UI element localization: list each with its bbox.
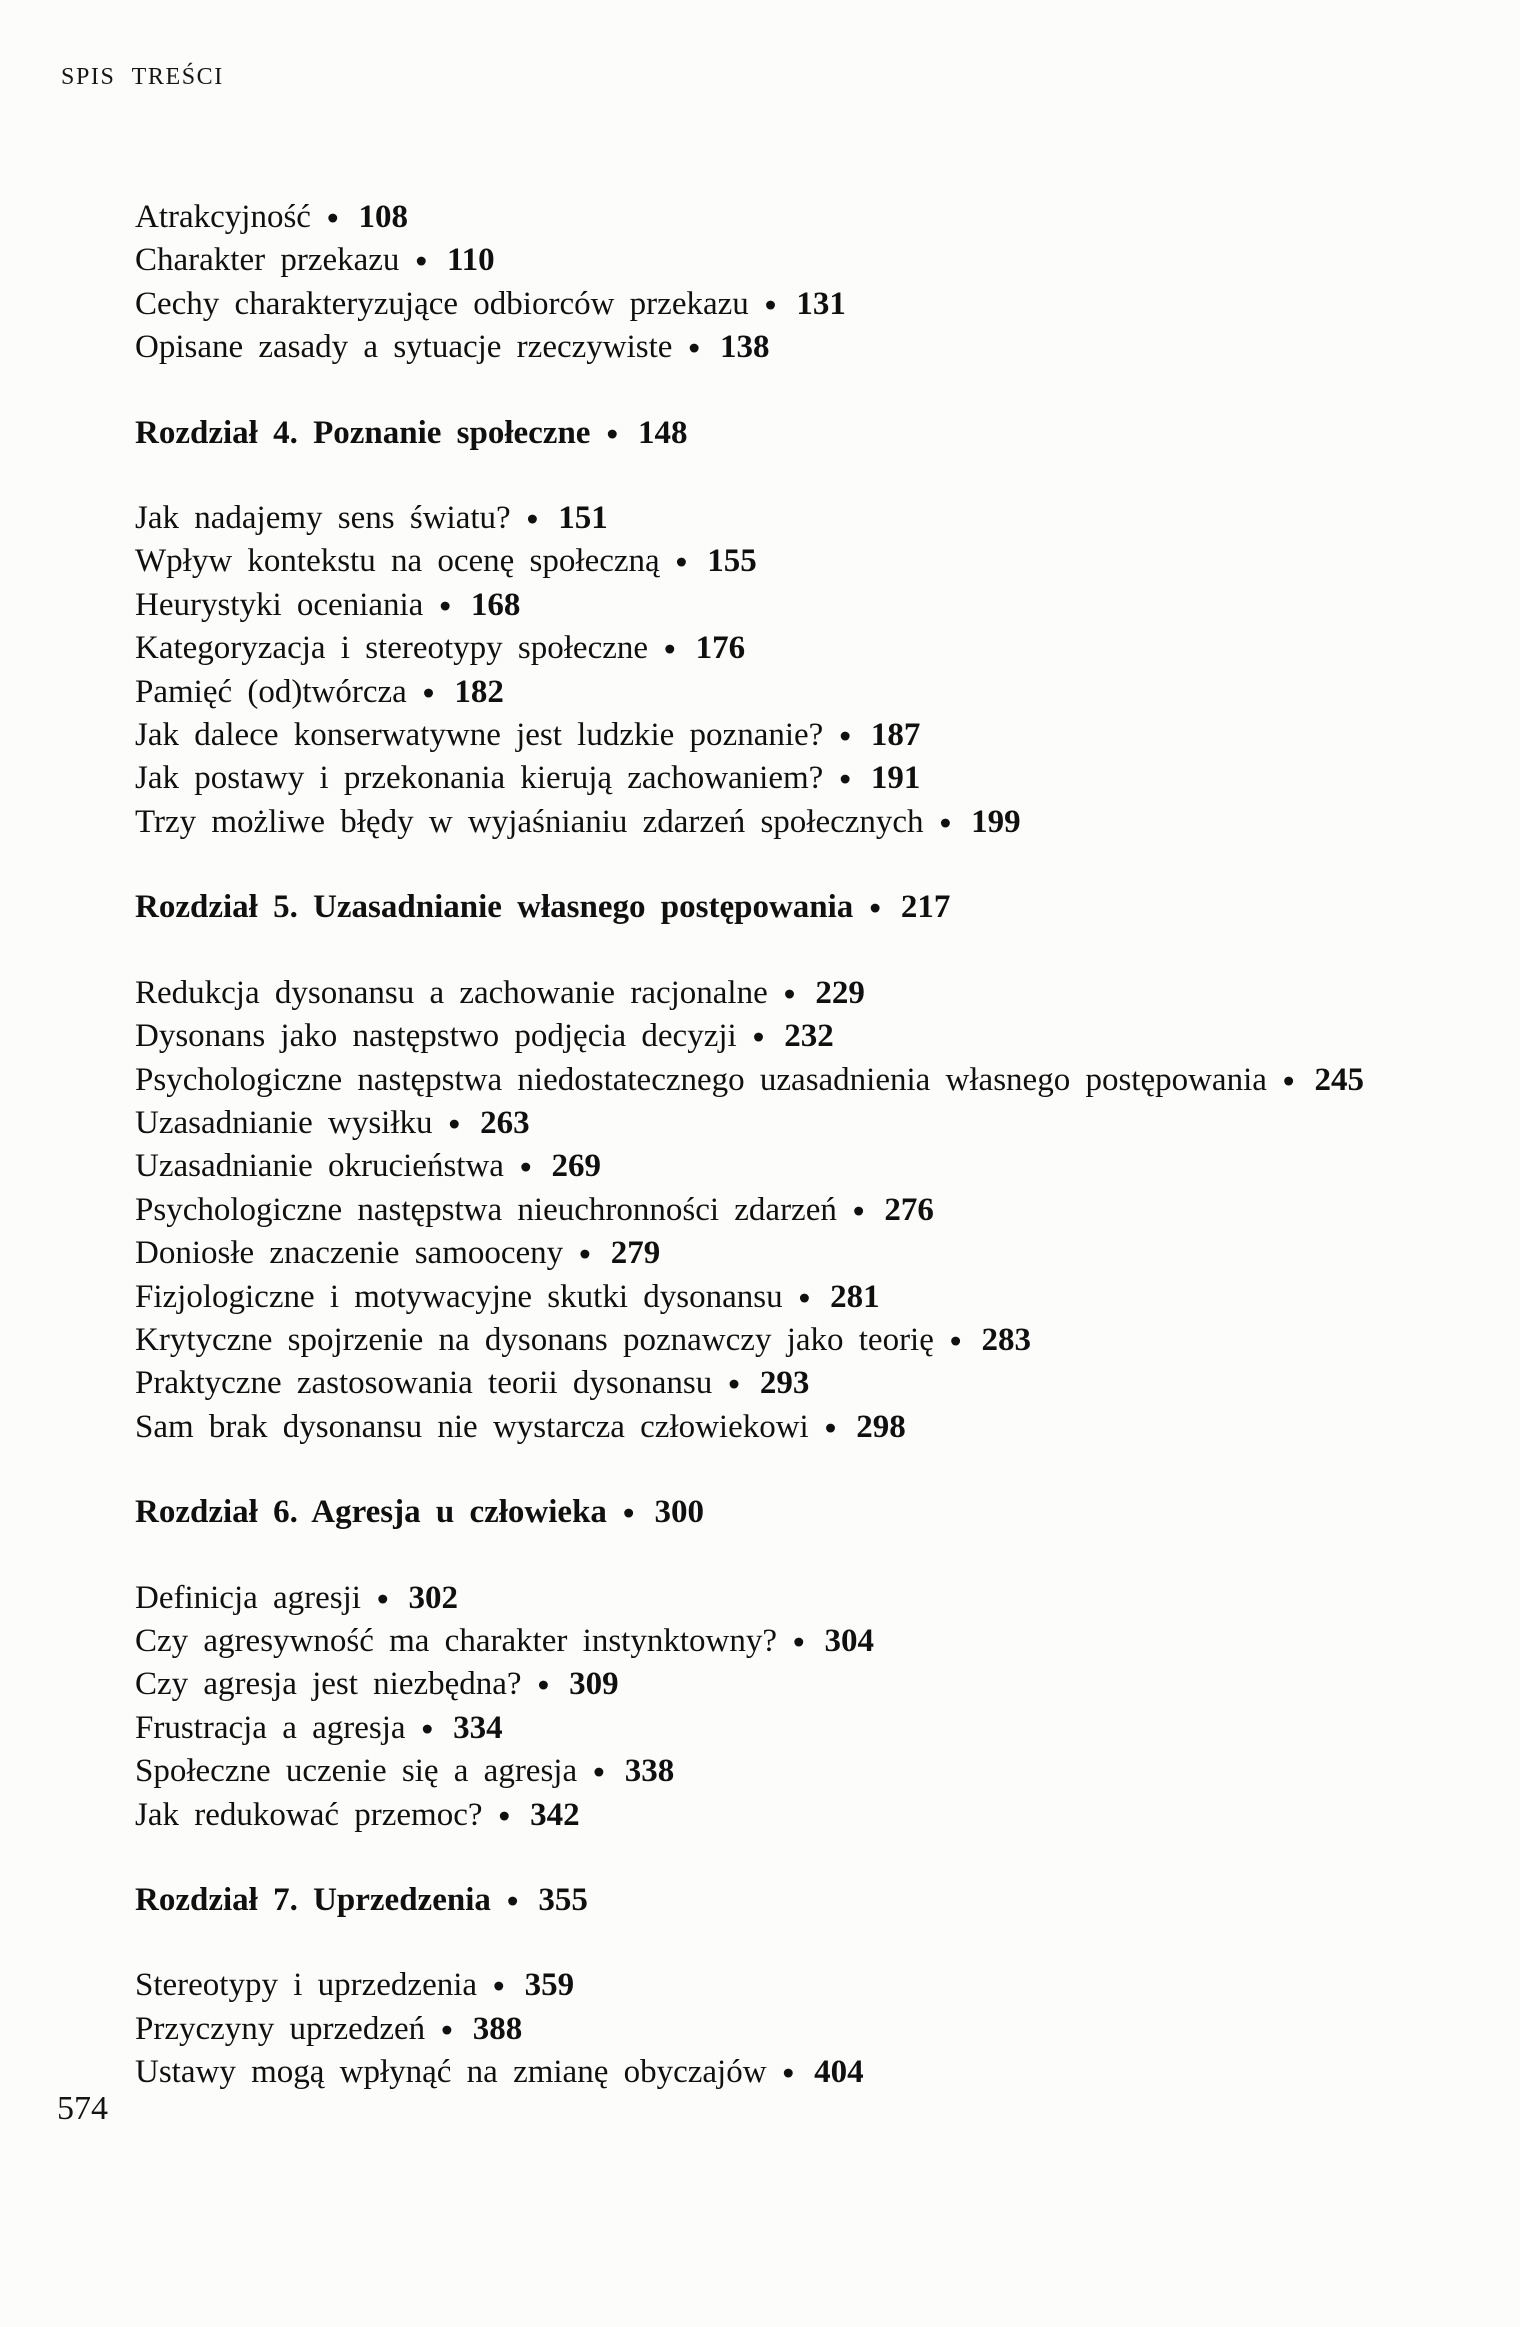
- toc-entry-page: 232: [784, 1018, 834, 1055]
- toc-entry: [135, 1964, 1491, 2007]
- toc-entry-title: Psychologiczne następstwa niedostatecznego uzasadnienia własnego postępowania: [135, 1061, 1267, 1098]
- toc-entry-page: 263: [480, 1104, 530, 1141]
- toc-entry: [135, 1707, 1491, 1750]
- toc-entry-page: 388: [472, 2010, 523, 2047]
- toc-entry-title: Kategoryzacja i stereotypy społeczne: [135, 630, 649, 667]
- toc-entry-title: Ustawy mogą wpłynąć na zmianę obyczajów: [135, 2054, 767, 2091]
- bullet-separator-icon: •: [869, 891, 881, 928]
- bullet-separator-icon: •: [839, 719, 851, 756]
- toc-entry-title: Pamięć (od)twórcza: [135, 673, 407, 710]
- toc-entry: [135, 714, 1491, 757]
- toc-entry: [135, 1794, 1491, 1837]
- bullet-separator-icon: •: [824, 1410, 837, 1447]
- toc-entry-page: 191: [870, 760, 921, 797]
- toc-entry: [135, 1362, 1491, 1405]
- bullet-separator-icon: •: [606, 416, 619, 453]
- bullet-separator-icon: •: [421, 1711, 434, 1748]
- chapter-heading: [135, 1879, 1491, 1922]
- toc-entry-title: Doniosłe znaczenie samooceny: [135, 1235, 564, 1272]
- toc-entry-page: 269: [551, 1148, 601, 1185]
- toc-entry-page: 138: [719, 329, 770, 366]
- toc-entry-title: Praktyczne zastosowania teorii dysonansu: [135, 1365, 713, 1402]
- toc-entry: [135, 283, 1491, 326]
- toc-entry: [135, 1620, 1491, 1663]
- toc-entry-page: 404: [814, 2054, 864, 2091]
- toc-entry: [135, 1102, 1491, 1145]
- bullet-separator-icon: •: [949, 1323, 962, 1360]
- bullet-separator-icon: •: [506, 1884, 519, 1920]
- bullet-separator-icon: •: [664, 632, 676, 669]
- toc-entry-title: Heurystyki oceniania: [135, 586, 424, 623]
- toc-entry-title: Uzasadnianie okrucieństwa: [135, 1148, 504, 1185]
- toc-entry-page: 168: [470, 586, 521, 623]
- chapter-heading: [135, 886, 1491, 929]
- bullet-separator-icon: •: [498, 1798, 511, 1835]
- bullet-separator-icon: •: [326, 201, 339, 237]
- toc-entry-page: 359: [524, 1967, 575, 2004]
- bullet-separator-icon: •: [593, 1755, 605, 1792]
- chapter-heading: [135, 412, 1491, 455]
- toc-entry-page: 309: [569, 1666, 619, 1703]
- toc-entry-title: Czy agresywność ma charakter instynktowny?: [135, 1622, 777, 1659]
- toc-entry-page: 338: [624, 1753, 675, 1790]
- toc-entry: [135, 801, 1491, 844]
- toc-entry: [135, 584, 1491, 627]
- bullet-separator-icon: •: [792, 1624, 805, 1661]
- toc-entry-page: 279: [610, 1235, 661, 1272]
- toc-entry-title: Cechy charakteryzujące odbiorców przekazu: [135, 285, 749, 322]
- toc-entry: [135, 1232, 1491, 1275]
- toc-entry-title: Krytyczne spojrzenie na dysonans poznawczy jako teorię: [135, 1321, 934, 1358]
- toc-entry-page: 304: [824, 1622, 875, 1659]
- toc-entry: [135, 326, 1491, 369]
- bullet-separator-icon: •: [939, 805, 952, 842]
- toc-entry-title: Jak postawy i przekonania kierują zachowaniem?: [135, 760, 824, 797]
- toc-entry: [135, 196, 1491, 239]
- bullet-separator-icon: •: [439, 588, 451, 625]
- bullet-separator-icon: •: [764, 287, 777, 324]
- bullet-separator-icon: •: [839, 762, 851, 799]
- bullet-separator-icon: •: [519, 1150, 532, 1187]
- toc-entry-page: 283: [981, 1321, 1031, 1358]
- toc-entry: [135, 1059, 1491, 1102]
- toc-entry-title: Jak dalece konserwatywne jest ludzkie poznanie?: [135, 717, 824, 754]
- toc-entry: [135, 2051, 1491, 2094]
- toc-entry-title: Jak redukować przemoc?: [135, 1796, 483, 1833]
- chapter-heading-title: Rozdział 6. Agresja u człowieka: [135, 1494, 607, 1531]
- chapter-heading-page: 217: [900, 889, 951, 926]
- toc-entry-title: Definicja agresji: [135, 1579, 361, 1616]
- toc-entry-page: 110: [447, 242, 495, 279]
- toc-entry-title: Dysonans jako następstwo podjęcia decyzji: [135, 1018, 737, 1055]
- toc-entry-page: 302: [408, 1579, 459, 1616]
- toc-entry-page: 131: [796, 285, 846, 322]
- toc-entry-title: Stereotypy i uprzedzenia: [135, 1967, 478, 2004]
- toc-entry: [135, 671, 1491, 714]
- toc-entry-page: 281: [830, 1278, 880, 1315]
- bullet-separator-icon: •: [622, 1496, 635, 1533]
- toc-entry-title: Opisane zasady a sytuacje rzeczywiste: [135, 329, 673, 366]
- bullet-separator-icon: •: [493, 1969, 505, 2006]
- toc-entry-title: Jak nadajemy sens światu?: [135, 500, 511, 537]
- toc-entry: [135, 1663, 1491, 1706]
- toc-entry-page: 298: [856, 1408, 906, 1445]
- margin-page-number: 574: [57, 2090, 108, 2127]
- bullet-separator-icon: •: [448, 1106, 461, 1143]
- toc-entry: [135, 540, 1491, 583]
- toc-entry: [135, 497, 1491, 540]
- toc-entry: [135, 627, 1491, 670]
- toc-entry-title: Psychologiczne następstwa nieuchronności zdarzeń: [135, 1191, 837, 1228]
- toc-list: [135, 196, 1491, 2095]
- toc-entry-page: 293: [759, 1365, 810, 1402]
- toc-entry-page: 342: [530, 1796, 580, 1833]
- chapter-heading-page: 300: [654, 1494, 704, 1531]
- toc-entry-title: Frustracja a agresja: [135, 1709, 406, 1746]
- bullet-separator-icon: •: [526, 502, 539, 539]
- bullet-separator-icon: •: [688, 331, 700, 368]
- toc-entry: [135, 1015, 1491, 1058]
- toc-entry-page: 108: [358, 199, 409, 235]
- page-header: SPIS TREŚCI: [61, 64, 224, 90]
- bullet-separator-icon: •: [579, 1237, 591, 1274]
- bullet-separator-icon: •: [422, 675, 435, 712]
- bullet-separator-icon: •: [415, 244, 427, 281]
- bullet-separator-icon: •: [852, 1193, 865, 1230]
- toc-entry-title: Sam brak dysonansu nie wystarcza człowiekowi: [135, 1408, 809, 1445]
- toc-entry-page: 199: [971, 803, 1021, 840]
- toc-entry-title: Fizjologiczne i motywacyjne skutki dysonansu: [135, 1278, 783, 1315]
- toc-entry-title: Atrakcyjność: [135, 199, 311, 235]
- toc-entry: [135, 1319, 1491, 1362]
- toc-entry-page: 229: [815, 974, 865, 1011]
- toc-entry: [135, 239, 1491, 282]
- toc-entry: [135, 1145, 1491, 1188]
- toc-entry-title: Wpływ kontekstu na ocenę społeczną: [135, 543, 660, 580]
- toc-entry: [135, 972, 1491, 1015]
- toc-entry: [135, 1577, 1491, 1620]
- bullet-separator-icon: •: [783, 976, 796, 1013]
- chapter-heading-title: Rozdział 5. Uzasadnianie własnego postępowania: [135, 889, 854, 926]
- bullet-separator-icon: •: [798, 1280, 811, 1317]
- toc-entry-title: Społeczne uczenie się a agresja: [135, 1753, 578, 1790]
- toc-entry-title: Uzasadnianie wysiłku: [135, 1104, 433, 1141]
- bullet-separator-icon: •: [675, 545, 688, 582]
- toc-entry-page: 245: [1314, 1061, 1364, 1098]
- toc-entry-title: Charakter przekazu: [135, 242, 400, 279]
- toc-entry-page: 334: [453, 1709, 503, 1746]
- bullet-separator-icon: •: [728, 1367, 740, 1404]
- toc-entry-page: 187: [870, 717, 921, 754]
- toc-entry: [135, 1276, 1491, 1319]
- toc-entry-page: 155: [707, 543, 757, 580]
- chapter-heading-page: 355: [538, 1882, 588, 1918]
- toc-entry-title: Czy agresja jest niezbędna?: [135, 1666, 522, 1703]
- toc-entry-title: Przyczyny uprzedzeń: [135, 2010, 426, 2047]
- toc-entry: [135, 1750, 1491, 1793]
- toc-entry-page: 151: [558, 500, 608, 537]
- chapter-heading: [135, 1491, 1491, 1534]
- toc-entry-page: 176: [695, 630, 746, 667]
- toc-entry: [135, 1406, 1491, 1449]
- bullet-separator-icon: •: [441, 2012, 453, 2049]
- toc-entry: [135, 757, 1491, 800]
- chapter-heading-title: Rozdział 4. Poznanie społeczne: [135, 414, 591, 451]
- toc-entry-page: 182: [454, 673, 504, 710]
- bullet-separator-icon: •: [376, 1581, 389, 1618]
- bullet-separator-icon: •: [537, 1668, 550, 1705]
- toc-entry: [135, 2008, 1491, 2051]
- chapter-heading-title: Rozdział 7. Uprzedzenia: [135, 1882, 491, 1918]
- toc-entry-page: 276: [884, 1191, 934, 1228]
- chapter-heading-page: 148: [638, 414, 688, 451]
- bullet-separator-icon: •: [1282, 1063, 1295, 1100]
- toc-entry-title: Redukcja dysonansu a zachowanie racjonalne: [135, 974, 768, 1011]
- toc-entry: [135, 1189, 1491, 1232]
- bullet-separator-icon: •: [782, 2056, 795, 2093]
- bullet-separator-icon: •: [752, 1020, 765, 1057]
- toc-entry-title: Trzy możliwe błędy w wyjaśnianiu zdarzeń społecznych: [135, 803, 924, 840]
